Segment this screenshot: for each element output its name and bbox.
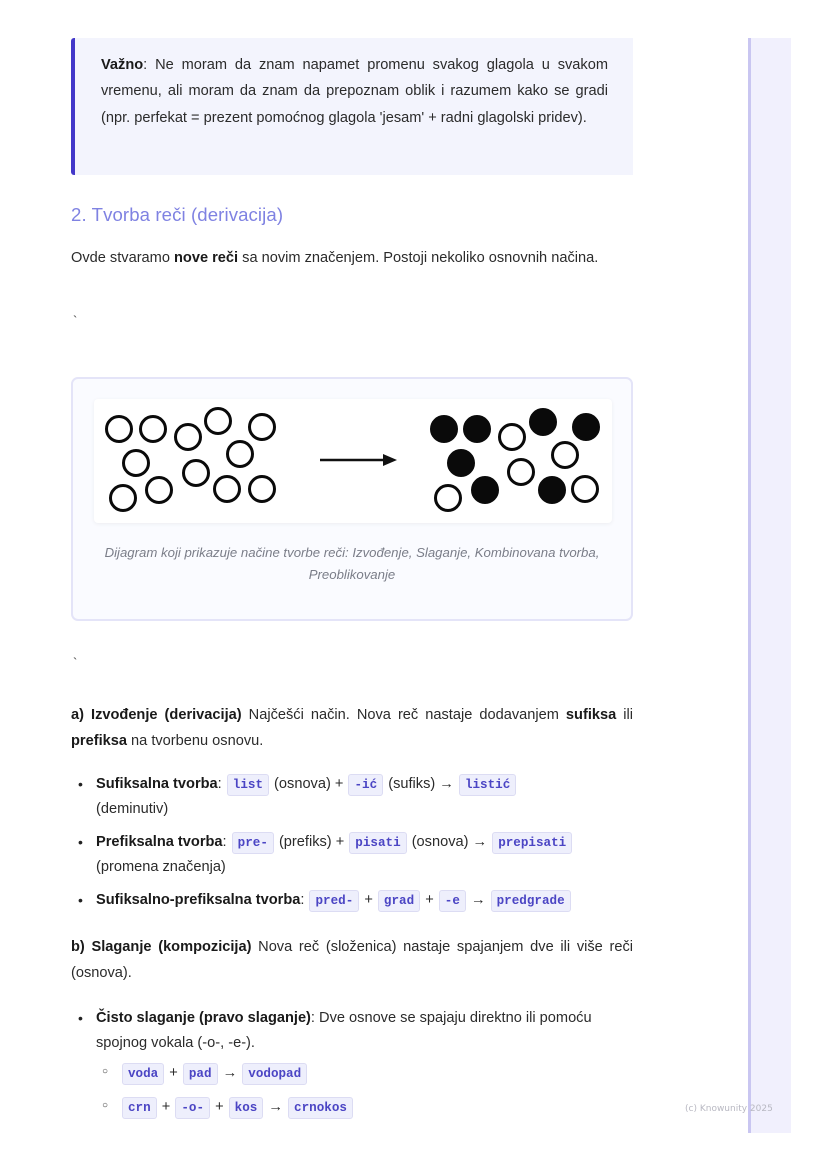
word-formation-diagram bbox=[94, 399, 612, 523]
empty-circle-icon bbox=[250, 415, 275, 440]
code-chip: pisati bbox=[349, 832, 406, 854]
empty-circle-icon bbox=[124, 451, 149, 476]
composition-text: Nova reč (složenica) nastaje spajanjem dve ili više reči (osnova). bbox=[71, 939, 633, 981]
derivation-title: a) Izvođenje (derivacija) bbox=[71, 707, 242, 723]
copyright-watermark: (c) Knowunity 2025 bbox=[685, 1104, 773, 1114]
empty-circle-icon bbox=[107, 417, 132, 442]
inline-text: (promena značenja) bbox=[96, 859, 226, 875]
example-item bbox=[96, 1056, 616, 1090]
empty-circle-icon bbox=[184, 461, 209, 486]
filled-circle-icon bbox=[432, 417, 457, 442]
derivation-text: Najčešći način. Nova reč nastaje dodavanjem bbox=[241, 707, 566, 723]
filled-circle-icon bbox=[465, 417, 490, 442]
composition-paragraph bbox=[71, 934, 633, 986]
filled-circle-icon bbox=[473, 478, 498, 503]
empty-circle-icon bbox=[176, 425, 201, 450]
empty-circle-icon bbox=[228, 442, 253, 467]
inline-text: (osnova) → bbox=[407, 834, 492, 850]
inline-text: → bbox=[466, 892, 490, 908]
callout-label: Važno bbox=[101, 57, 144, 73]
code-chip: -ić bbox=[348, 774, 383, 796]
bold-prefix: prefiksa bbox=[71, 733, 127, 749]
derivation-list bbox=[71, 772, 633, 913]
circles-after bbox=[432, 410, 599, 511]
stray-backtick: ` bbox=[73, 313, 78, 328]
code-chip: predgrade bbox=[491, 890, 571, 912]
example-list bbox=[96, 1056, 616, 1124]
intro-text: Ovde stvaramo bbox=[71, 250, 175, 266]
intro-bold: nove reči bbox=[174, 250, 239, 266]
figure-box bbox=[71, 377, 633, 621]
empty-circle-icon bbox=[215, 477, 240, 502]
composition-list bbox=[71, 1006, 633, 1124]
circles-diagram bbox=[94, 399, 612, 523]
filled-circle-icon bbox=[540, 478, 565, 503]
derivation-text: na tvorbenu osnovu. bbox=[126, 733, 264, 749]
item-text: : Dve osnove se spajaju direktno ili pomoću spojnog vokala (-o-, -e-). bbox=[96, 1010, 592, 1051]
empty-circle-icon bbox=[111, 486, 136, 511]
empty-circle-icon bbox=[141, 417, 166, 442]
derivation-text: ili bbox=[616, 707, 633, 723]
item-label: Sufiksalna tvorba bbox=[96, 776, 218, 792]
inline-text: (prefiks) + bbox=[274, 834, 349, 850]
colon: : bbox=[217, 776, 226, 792]
derivation-paragraph bbox=[71, 702, 633, 754]
empty-circle-icon bbox=[553, 443, 578, 468]
example-item bbox=[96, 1090, 616, 1124]
colon: : bbox=[222, 834, 231, 850]
empty-circle-icon bbox=[436, 486, 461, 511]
inline-text: + bbox=[165, 1065, 182, 1081]
inline-text: (sufiks) → bbox=[384, 776, 458, 792]
code-chip: grad bbox=[378, 890, 420, 912]
code-chip: list bbox=[227, 774, 269, 796]
list-item bbox=[71, 888, 658, 913]
filled-circle-icon bbox=[574, 415, 599, 440]
code-chip: pad bbox=[183, 1063, 218, 1085]
callout-text: : Ne moram da znam napamet promenu svakog glagola u svakom vremenu, ali moram da znam da prepoznam oblik i razumem kako se gradi (npr. perfekat = prezent pomoćnog glagola 'jesam' + radni glagolski pridev). bbox=[101, 57, 608, 126]
filled-circle-icon bbox=[531, 410, 556, 435]
filled-circle-icon bbox=[449, 451, 474, 476]
empty-circle-icon bbox=[147, 478, 172, 503]
empty-circle-icon bbox=[509, 460, 534, 485]
inline-text: → bbox=[218, 1065, 242, 1081]
code-chip: vodopad bbox=[242, 1063, 307, 1085]
inline-text: + bbox=[211, 1099, 228, 1115]
code-chip: pred- bbox=[309, 890, 359, 912]
right-sidebar-panel bbox=[748, 38, 791, 1133]
list-item bbox=[71, 772, 576, 822]
list-item bbox=[71, 830, 636, 880]
code-chip: pre- bbox=[232, 832, 274, 854]
empty-circle-icon bbox=[500, 425, 525, 450]
inline-text: → bbox=[264, 1099, 288, 1115]
intro-text-end: sa novim značenjem. Postoji nekoliko osnovnih načina. bbox=[238, 250, 599, 266]
important-callout bbox=[71, 38, 633, 175]
stray-backtick: ` bbox=[73, 655, 78, 670]
item-label: Čisto slaganje (pravo slaganje) bbox=[96, 1010, 311, 1026]
circles-before bbox=[107, 409, 275, 511]
inline-text: (deminutiv) bbox=[96, 801, 169, 817]
code-chip: crn bbox=[122, 1097, 157, 1119]
empty-circle-icon bbox=[250, 477, 275, 502]
code-chip: -e bbox=[439, 890, 466, 912]
section-intro bbox=[71, 245, 633, 271]
code-chip: crnokos bbox=[288, 1097, 353, 1119]
empty-circle-icon bbox=[206, 409, 231, 434]
code-chip: -o- bbox=[175, 1097, 210, 1119]
bold-suffix: sufiksa bbox=[565, 707, 617, 723]
composition-title: b) Slaganje (kompozicija) bbox=[71, 939, 252, 955]
inline-text: (osnova) + bbox=[270, 776, 348, 792]
empty-circle-icon bbox=[573, 477, 598, 502]
colon: : bbox=[300, 892, 309, 908]
item-label: Prefiksalna tvorba bbox=[96, 834, 223, 850]
inline-text: + bbox=[157, 1099, 175, 1115]
item-label: Sufiksalno-prefiksalna tvorba bbox=[96, 892, 301, 908]
inline-text: + bbox=[360, 892, 377, 908]
section-heading: 2. Tvorba reči (derivacija) bbox=[71, 204, 284, 225]
figure-caption: Dijagram koji prikazuje načine tvorbe reči: Izvođenje, Slaganje, Kombinovana tvorba, Preoblikovanje bbox=[104, 545, 600, 582]
code-chip: voda bbox=[122, 1063, 164, 1085]
code-chip: prepisati bbox=[492, 832, 572, 854]
code-chip: listić bbox=[459, 774, 516, 796]
list-item bbox=[71, 1006, 616, 1124]
arrow-head-icon bbox=[383, 454, 397, 466]
inline-text: + bbox=[421, 892, 438, 908]
code-chip: kos bbox=[229, 1097, 264, 1119]
